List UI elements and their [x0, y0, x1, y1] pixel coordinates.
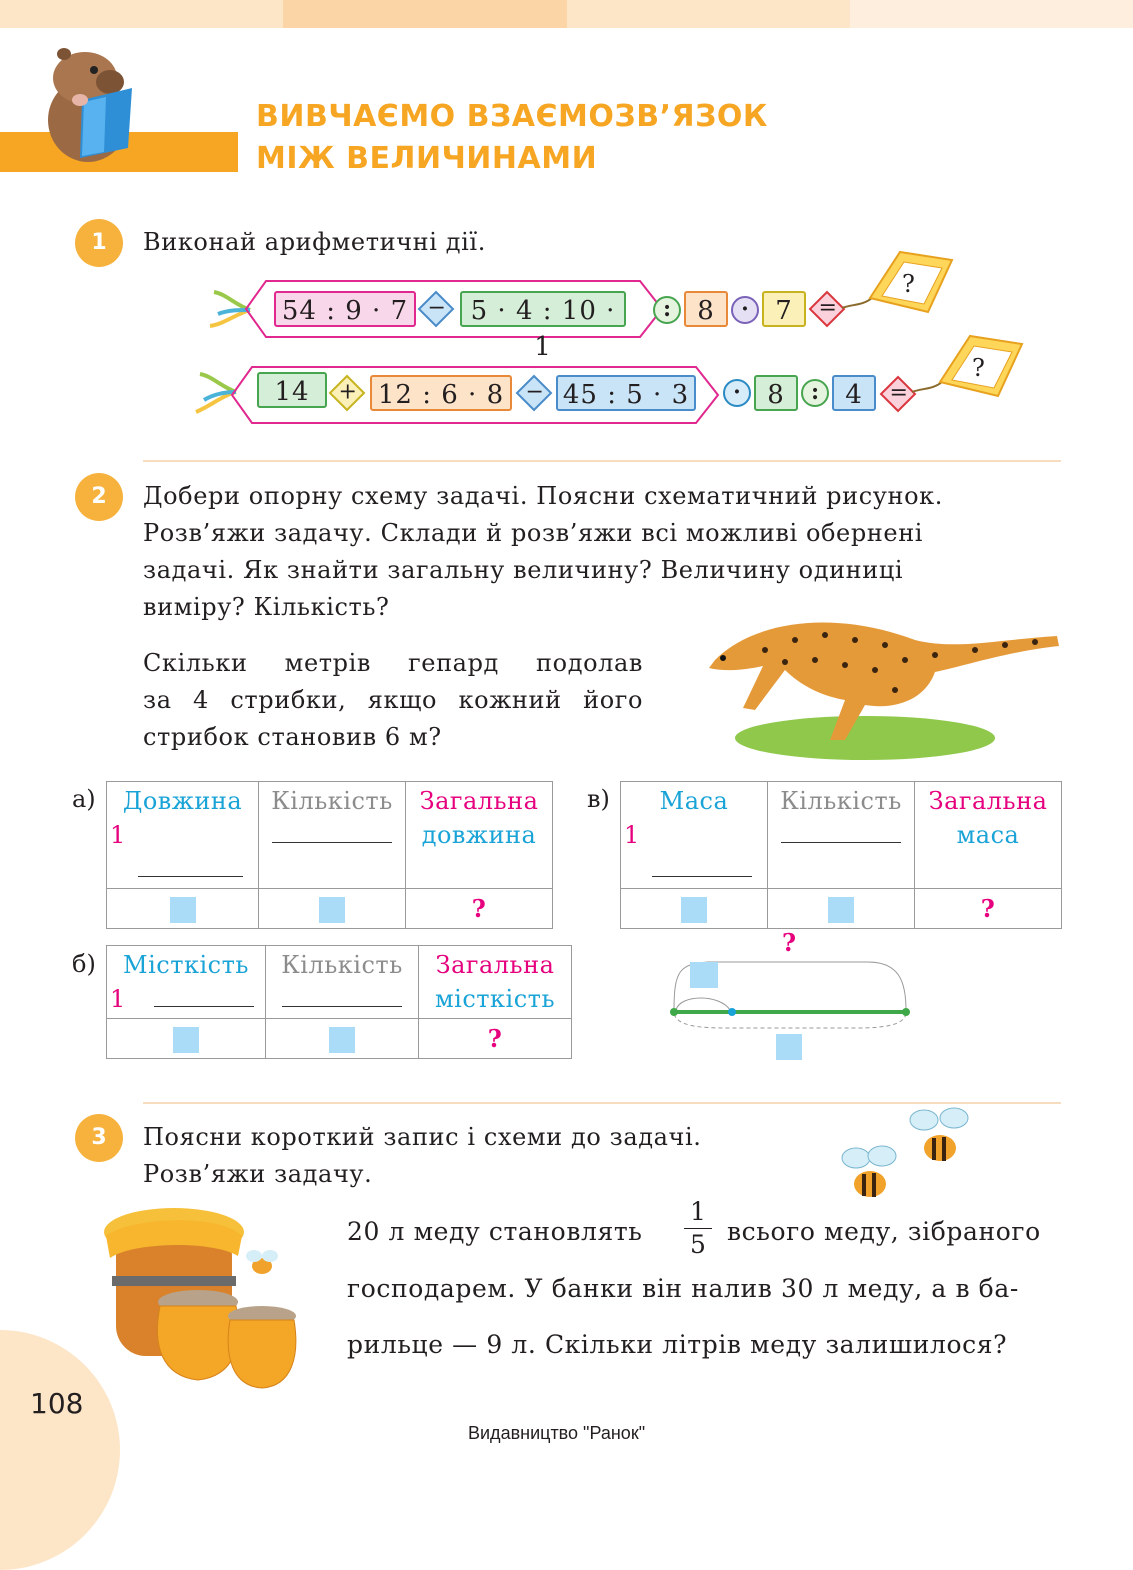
- unknown-mark: ?: [406, 889, 553, 929]
- instruction-line: задачі. Як знайти загальну величину? Величину одиниці: [143, 556, 904, 584]
- publisher-footer: Видавництво "Ранок": [468, 1423, 646, 1443]
- col-header: маса: [956, 821, 1020, 849]
- bee-illustration: [838, 1140, 900, 1204]
- task-number-badge: 2: [75, 473, 123, 521]
- col-header: довжина: [421, 821, 537, 849]
- cheetah-illustration: [695, 600, 1065, 765]
- equals-operator-icon: [880, 376, 917, 413]
- segment-scheme-diagram: [668, 950, 918, 1030]
- col-header: Маса: [659, 787, 729, 815]
- expression-box: 45 : 5 · 3: [556, 375, 696, 411]
- fraction: [684, 1196, 712, 1261]
- unit-one-label: 1: [624, 821, 640, 849]
- task2-problem: [143, 645, 643, 756]
- number-box: 8: [754, 375, 798, 411]
- operator-label: =: [818, 295, 837, 321]
- col-header: Кількість: [271, 787, 393, 815]
- number-box: 8: [684, 291, 728, 327]
- title-line-1: ВИВЧАЄМО ВЗАЄМОЗВ’ЯЗОК: [256, 99, 768, 134]
- equals-operator-icon: [809, 291, 846, 328]
- kite-answer-label: ?: [902, 270, 915, 298]
- operator-label: =: [889, 380, 908, 406]
- number-box: 4: [832, 375, 876, 411]
- answer-square: [681, 897, 707, 923]
- capybara-mascot-illustration: [40, 40, 140, 165]
- title-line-2: МІЖ ВЕЛИЧИНАМИ: [256, 141, 598, 176]
- top-bar-segment: [0, 0, 283, 28]
- fraction-denominator: 5: [690, 1230, 706, 1259]
- honey-jars-illustration: [92, 1196, 304, 1396]
- col-header: Кількість: [281, 951, 403, 979]
- task3-problem-line-2: господарем. У банки він налив 30 л меду, а в ба-: [347, 1274, 1019, 1303]
- instruction-line: Розв’яжи задачу. Склади й розв’яжи всі можливі обернені: [143, 519, 924, 547]
- task-number-badge: 1: [75, 219, 123, 267]
- task1-instruction: Виконай арифметичні дії.: [143, 228, 486, 256]
- answer-square: [170, 897, 196, 923]
- top-bar-segment: [567, 0, 850, 28]
- problem-line: стрибок становив 6 м?: [143, 723, 442, 751]
- section-divider: [143, 460, 1061, 462]
- instruction-line: виміру? Кількість?: [143, 593, 390, 621]
- number-box: 14: [257, 372, 327, 408]
- answer-square: [173, 1027, 199, 1053]
- task3-problem-line-3: рильце — 9 л. Скільки літрів меду залишилося?: [347, 1330, 1008, 1359]
- unit-one-label: 1: [110, 985, 126, 1013]
- instruction-line: Добери опорну схему задачі. Поясни схематичний рисунок.: [143, 482, 943, 510]
- unknown-mark: ?: [419, 1019, 572, 1059]
- instruction-line: Поясни короткий запис і схеми до задачі.: [143, 1123, 702, 1151]
- divide-operator-icon: :: [653, 296, 681, 324]
- problem-line: Скільки метрів гепард подолав: [143, 649, 643, 677]
- operator-label: −: [525, 379, 544, 405]
- number-box: 7: [762, 291, 806, 327]
- answer-square: [776, 1034, 802, 1060]
- expression-box: 54 : 9 · 7: [274, 291, 416, 327]
- table-label: в): [587, 785, 610, 813]
- kite-answer-label: ?: [972, 354, 985, 382]
- unknown-mark: ?: [915, 889, 1062, 929]
- col-header: Довжина: [122, 787, 243, 815]
- instruction-line: Розв’яжи задачу.: [143, 1160, 373, 1188]
- bee-illustration: [906, 1104, 972, 1168]
- col-header: Місткість: [123, 951, 249, 979]
- kite-icon: [912, 330, 1028, 404]
- problem-text: 20 л меду становлять: [347, 1217, 643, 1246]
- col-header: Загальна: [928, 787, 1048, 815]
- table-label: а): [72, 785, 96, 813]
- problem-line: за 4 стрибки, якщо кожний його: [143, 686, 643, 714]
- scheme-table-b: [106, 945, 572, 1059]
- operator-label: +: [338, 379, 357, 405]
- page-title: [256, 96, 768, 180]
- top-bar-segment: [850, 0, 1133, 28]
- scheme-table-v: [620, 781, 1062, 929]
- divide-operator-icon: :: [801, 379, 829, 407]
- scheme-unknown-mark: ?: [782, 928, 797, 957]
- unit-one-label: 1: [110, 821, 126, 849]
- kite-icon: [842, 246, 958, 320]
- answer-square: [828, 897, 854, 923]
- problem-text: всього меду, зібраного: [727, 1217, 1041, 1246]
- expression-box: 5 · 4 : 10 · 1: [460, 291, 626, 327]
- top-bar-segment: [283, 0, 567, 28]
- col-header: місткість: [434, 985, 556, 1013]
- col-header: Загальна: [435, 951, 555, 979]
- page-number: 108: [30, 1387, 84, 1420]
- multiply-operator-icon: ·: [731, 296, 759, 324]
- expression-box: 12 : 6 · 8: [370, 375, 512, 411]
- col-header: Загальна: [419, 787, 539, 815]
- operator-label: −: [427, 295, 446, 321]
- multiply-operator-icon: ·: [723, 379, 751, 407]
- answer-square: [329, 1027, 355, 1053]
- fraction-numerator: 1: [684, 1196, 712, 1229]
- task-number-badge: 3: [75, 1114, 123, 1162]
- col-header: Кількість: [780, 787, 902, 815]
- scheme-table-a: [106, 781, 553, 929]
- table-label: б): [72, 950, 96, 978]
- task3-instruction: [143, 1119, 702, 1193]
- answer-square: [319, 897, 345, 923]
